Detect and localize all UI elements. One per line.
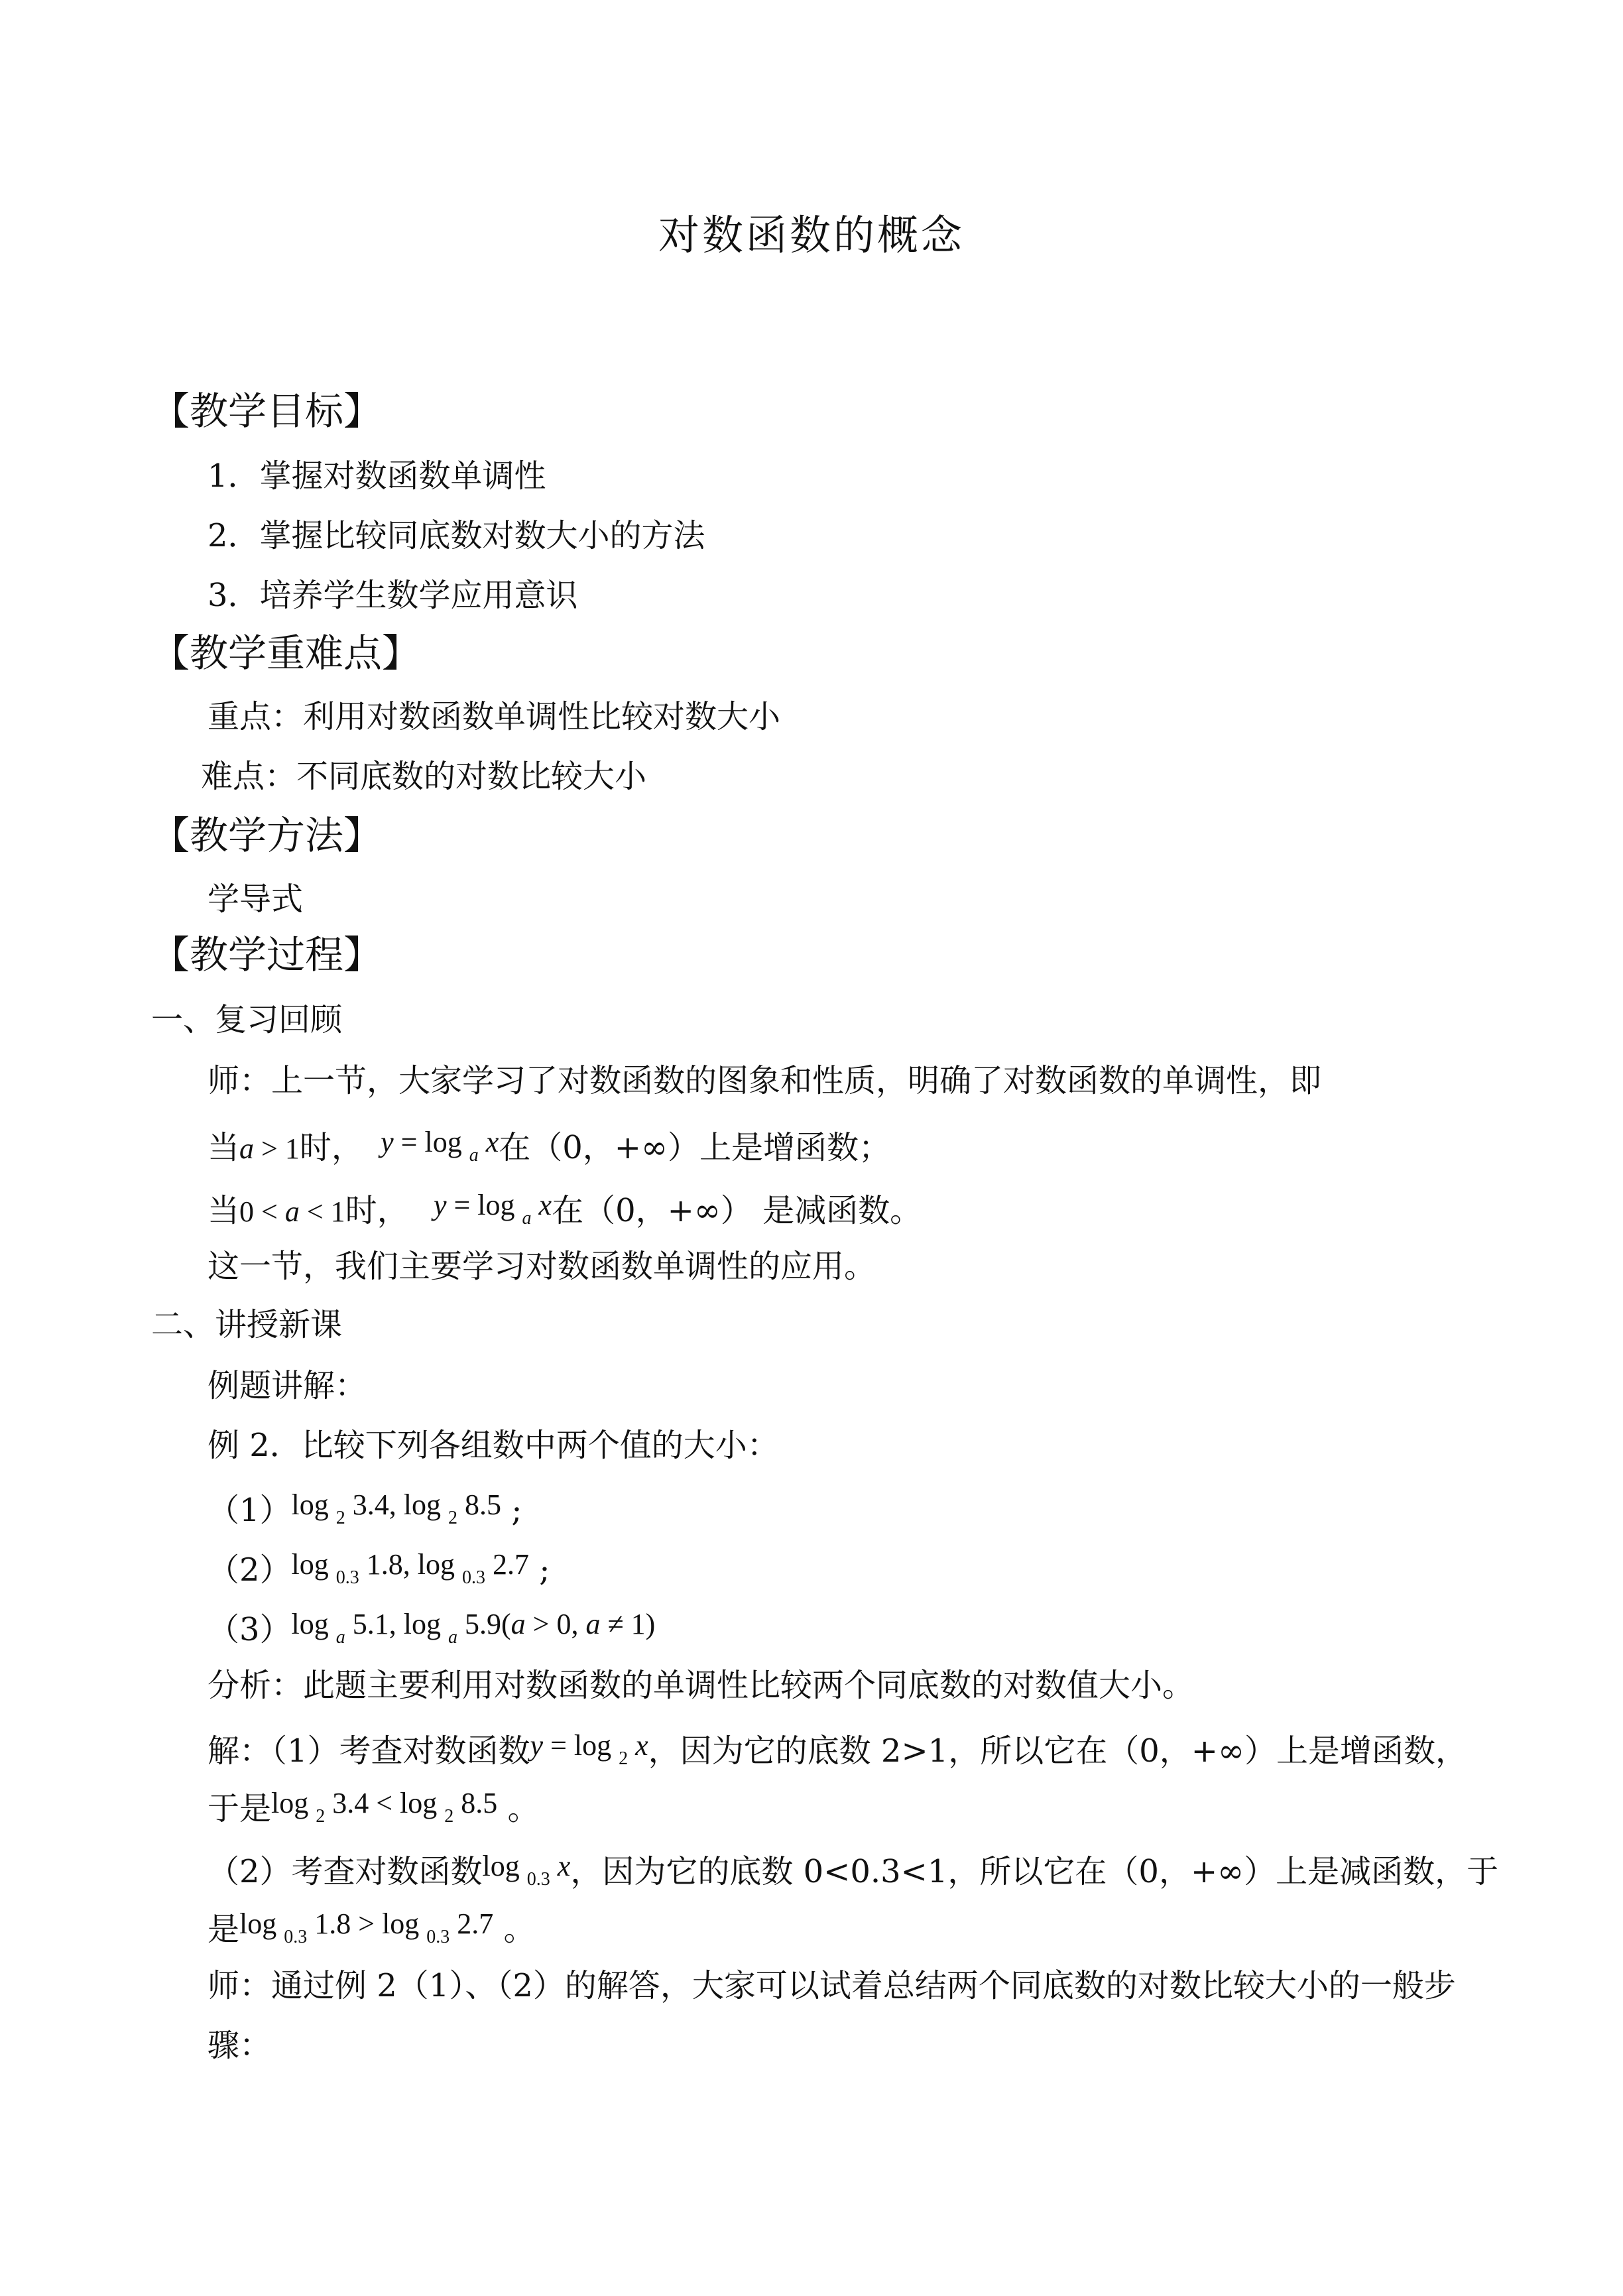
heading-key-points: 【教学重难点】 — [151, 631, 421, 676]
review-increasing-line — [208, 1122, 890, 1176]
page-title: 对数函数的概念 — [658, 211, 965, 259]
teacher-summary-line-2: 骤： — [208, 2027, 272, 2064]
text-fragment: ，因为它的底数 0<0.3<1，所以它在（0，+∞）上是减函数，于 — [570, 1853, 1499, 1890]
text-fragment: 当 — [208, 1129, 240, 1166]
text-fragment: 在（0，+∞）上是增函数； — [499, 1129, 890, 1166]
text-fragment: 于是 — [208, 1790, 272, 1827]
question-number: （3） — [208, 1611, 292, 1648]
question-number: （2） — [208, 1551, 292, 1589]
review-paragraph: 师：上一节，大家学习了对数函数的图象和性质，明确了对数函数的单调性，即 — [208, 1062, 1322, 1099]
math-formula: y = log $_a$ x — [433, 1189, 552, 1229]
example-label: 例题讲解： — [208, 1367, 367, 1404]
math-formula: y = log $_2$ x — [530, 1729, 648, 1769]
math-inequality: log $_{0.3}$ 1.8 > log $_{0.3}$ 2.7 — [239, 1907, 494, 1947]
text-fragment: （2）考查对数函数 — [208, 1853, 483, 1890]
math-expression: log $_{0.3}$ 1.8, log $_{0.3}$ 2.7 — [291, 1548, 530, 1588]
heading-method: 【教学方法】 — [151, 813, 383, 858]
question-number: （1） — [208, 1492, 292, 1529]
math-condition: 0 < a < 1 — [239, 1195, 345, 1228]
example-question-1: （1）log $_2$ 3.4, log $_2$ 8.5 ; — [208, 1485, 522, 1538]
teacher-summary-line-1: 师：通过例 2（1）、（2）的解答，大家可以试着总结两个同底数的对数比较大小的一般步 — [208, 1967, 1456, 2004]
objective-item: 2．掌握比较同底数对数大小的方法 — [208, 517, 705, 554]
review-title: 一、复习回顾 — [151, 1001, 343, 1038]
math-condition: a > 1 — [239, 1132, 300, 1165]
newlesson-title: 二、讲授新课 — [151, 1306, 343, 1343]
key-point: 重点：利用对数函数单调性比较对数大小 — [208, 698, 781, 735]
math-formula: y = log $_a$ x — [381, 1126, 499, 1166]
math-expression: log $_a$ 5.1, log $_a$ 5.9(a > 0, a ≠ 1) — [291, 1608, 656, 1648]
review-decreasing-line — [208, 1185, 922, 1239]
review-paragraph: 这一节，我们主要学习对数函数单调性的应用。 — [208, 1248, 876, 1285]
analysis-text: 分析：此题主要利用对数函数的单调性比较两个同底数的对数值大小。 — [208, 1667, 1195, 1704]
text-fragment: 当 — [208, 1192, 240, 1229]
text-fragment: ，因为它的底数 2>1，所以它在（0，+∞）上是增函数， — [648, 1732, 1467, 1770]
text-fragment: 时， — [299, 1129, 363, 1166]
text-fragment: 时， — [345, 1192, 409, 1229]
math-inequality: log $_2$ 3.4 < log $_2$ 8.5 — [271, 1787, 498, 1827]
solution-1-line-1 — [208, 1726, 1467, 1779]
example-question-3 — [208, 1604, 655, 1658]
text-fragment: 解：（1）考查对数函数 — [208, 1732, 530, 1770]
text-fragment: 是 — [208, 1911, 240, 1948]
text-fragment: 在（0，+∞） 是减函数。 — [552, 1192, 922, 1229]
solution-1-line-2: 于是log $_2$ 3.4 < log $_2$ 8.5 。 — [208, 1783, 540, 1837]
objective-item: 1．掌握对数函数单调性 — [208, 457, 546, 495]
heading-objectives: 【教学目标】 — [151, 389, 383, 434]
solution-2-line-2: 是log $_{0.3}$ 1.8 > log $_{0.3}$ 2.7 。 — [208, 1904, 536, 1957]
difficult-point: 难点：不同底数的对数比较大小 — [201, 758, 647, 795]
solution-2-line-1 — [208, 1846, 1498, 1900]
method-text: 学导式 — [208, 880, 304, 918]
heading-process: 【教学过程】 — [151, 932, 383, 977]
math-formula: log $_{0.3}$ x — [482, 1850, 571, 1890]
math-expression: log $_2$ 3.4, log $_2$ 8.5 — [291, 1488, 502, 1528]
example-question-2: （2）log $_{0.3}$ 1.8, log $_{0.3}$ 2.7 ; — [208, 1545, 550, 1598]
objective-item: 3．培养学生数学应用意识 — [208, 577, 578, 614]
example-statement: 例 2．比较下列各组数中两个值的大小： — [208, 1427, 779, 1464]
